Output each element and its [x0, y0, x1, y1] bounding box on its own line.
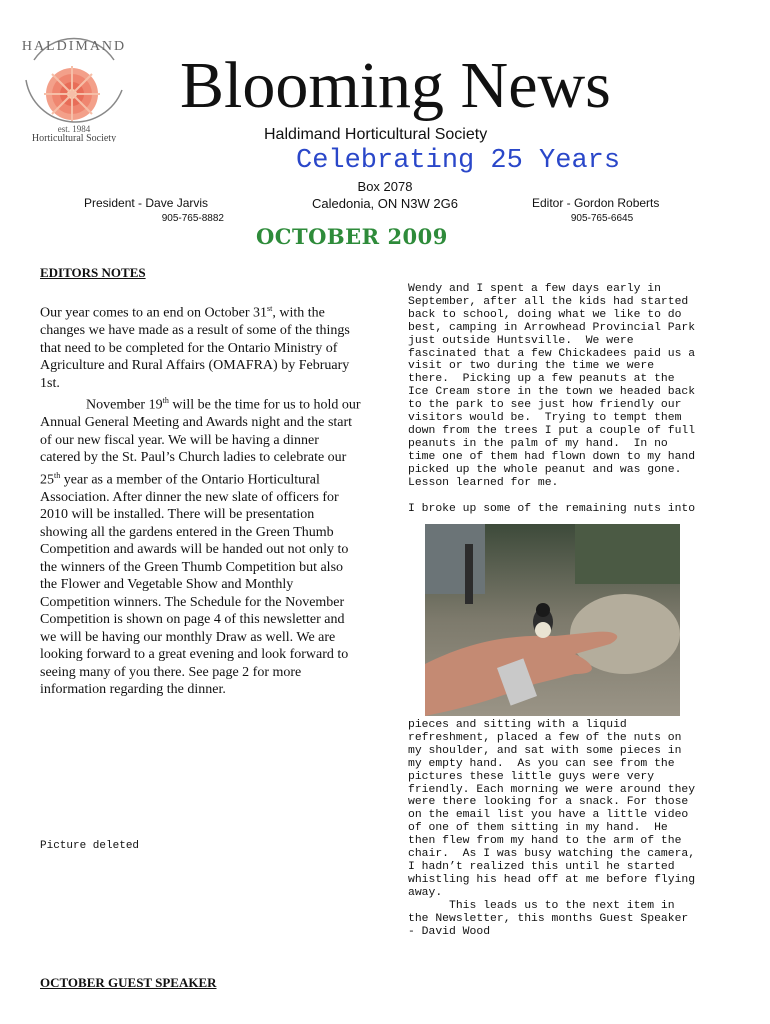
society-name: Haldimand Horticultural Society: [264, 126, 488, 143]
society-logo: [16, 20, 132, 142]
address-line-2: Caledonia, ON N3W 2G6: [312, 196, 458, 211]
camping-story-paragraph-3: pieces and sitting with a liquid refreshment, placed a few of the nuts on my shoulder, and sat with some pieces in my empty hand. As you can see from the pictures these little guys were very friendly. Each morning we were around they were there looking for a snack. For those on the email list you have a little video of one of them sitting in my hand. He then flew from my hand to the arm of the chair. As I was busy watching the camera, I hadn’t realized this until he started whistling his head off at me before flying away. This leads us to the next item in the Newsletter, this months Guest Speaker - David Wood: [408, 719, 696, 938]
svg-text:Horticultural Society: Horticultural Society: [31, 133, 117, 142]
editors-notes-heading: EDITORS NOTES: [40, 265, 146, 280]
editors-notes-body: [40, 300, 362, 699]
svg-text:HALDIMAND: HALDIMAND: [21, 39, 127, 54]
editor-name: Editor - Gordon Roberts: [532, 196, 660, 210]
mailing-address: [300, 178, 470, 212]
svg-text:est. 1984: est. 1984: [57, 124, 91, 134]
editors-notes-paragraph-2: November 19th will be the time for us to hold our Annual General Meeting and Awards night and the start of our new fiscal year. We will be having a dinner catered by the St. Paul’s Church ladies to celebrate our 25th year as a member of the Ontario Horticultural Association. After dinner the new slate of officers for 2010 will be installed. There will be presentation showing all the gardens entered in the Green Thumb Competition and awards will be handed out not only to the winners of the Green Thumb Competition but also the Flower and Vegetable Show and Monthly Competition winners. The Schedule for the November Competition is shown on page 4 of this newsletter and we will be having our monthly Draw as well. We are looking forward to a great evening and look forward to seeing many of you there. See page 2 for more information regarding the dinner.: [40, 396, 361, 698]
president-name: President - Dave Jarvis: [84, 196, 209, 210]
issue-date: OCTOBER 2009: [256, 224, 448, 249]
anniversary-banner: Celebrating 25 Years: [296, 146, 621, 176]
picture-deleted-note: Picture deleted: [40, 840, 140, 852]
newsletter-title: Blooming News: [180, 49, 611, 122]
camping-story-paragraph-1: Wendy and I spent a few days early in September, after all the kids had started back to school, doing what we like to do best, camping in Arrowhead Provincial Park just outside Huntsville. We were fascinated that a few Chickadees paid us a visit or two during the time we were there. Picking up a few peanuts at the Ice Cream store in the town we headed back to the park to see just how friendly our visitors would be. Trying to tempt them down from the trees I put a couple of full peanuts in the palm of my hand. In no time one of them had flown down to my hand picked up the whole peanut and was gone. Lesson learned for me.: [408, 283, 696, 489]
president-info: [84, 196, 224, 226]
editor-phone: 905-765-6645: [570, 213, 634, 224]
editor-info: [532, 196, 672, 226]
editors-notes-paragraph-1: Our year comes to an end on October 31st, with the changes we have made as a result of some of the things that need to be completed for the Ontario Ministry of Agriculture and Rural Affairs (OMAFRA) by February 1st.: [40, 304, 350, 391]
camping-story-paragraph-2: I broke up some of the remaining nuts into: [408, 503, 696, 515]
address-line-1: Box 2078: [357, 179, 413, 194]
guest-speaker-heading: OCTOBER GUEST SPEAKER: [40, 975, 217, 990]
president-phone: 905-765-8882: [161, 213, 224, 224]
chickadee-photo: [425, 524, 680, 716]
